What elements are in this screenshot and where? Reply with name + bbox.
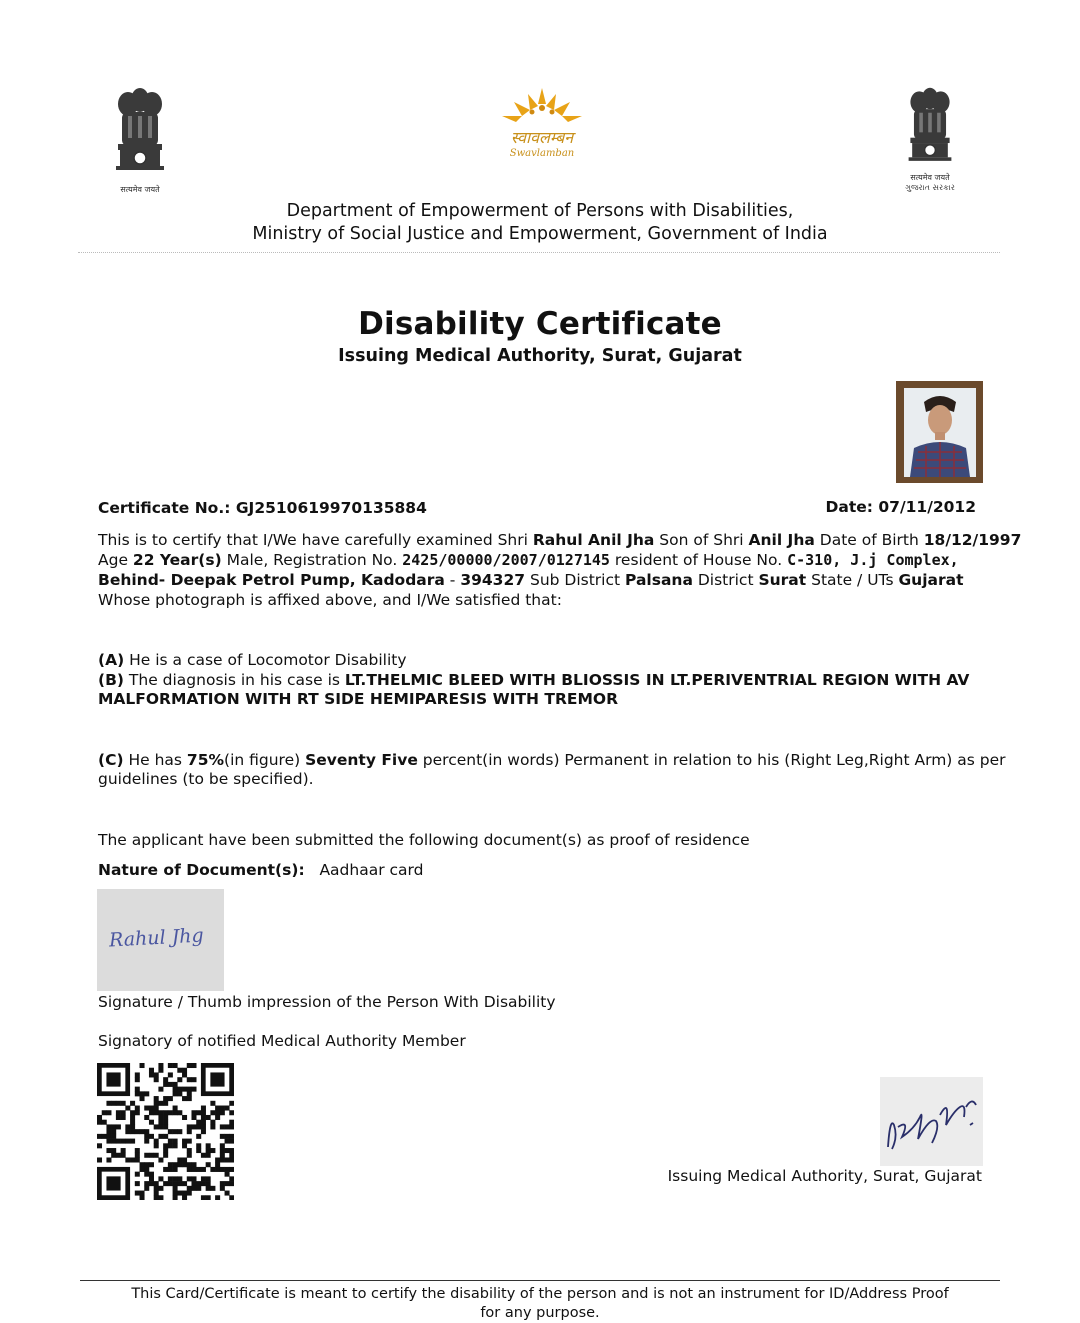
diagnosis-line-2: MALFORMATION WITH RT SIDE HEMIPARESIS WITH TREMOR (98, 690, 619, 708)
footer-disclaimer: This Card/Certificate is meant to certify the disability of the person and is not an instrument for ID/Address Proof for any purpose. (131, 1286, 949, 1321)
swavlamban-logo (492, 86, 592, 168)
registration-number: 2425/00000/2007/0127145 (402, 551, 610, 569)
applicant-photo (896, 381, 983, 483)
section-b-text: The diagnosis in his case is (123, 671, 345, 689)
authority-signature (880, 1077, 983, 1166)
lion-capital-icon (108, 86, 172, 178)
date-label: Date: (825, 498, 873, 516)
signature-caption: Signature / Thumb impression of the Person With Disability (98, 993, 556, 1011)
text: percent(in words) Permanent in relation to his (Right Leg,Right Arm) as per (417, 751, 1006, 769)
section-c-label: (C) (98, 751, 124, 769)
text: Male, Registration No. (221, 551, 403, 569)
section-b-label: (B) (98, 671, 124, 689)
text: Son of Shri (654, 531, 749, 549)
text: Sub District (525, 571, 626, 589)
text: He has (123, 751, 187, 769)
qr-code-icon (97, 1063, 234, 1200)
logo-text-hindi: स्वावलम्बन (510, 128, 574, 147)
diagnosis-line-1: LT.THELMIC BLEED WITH BLIOSSIS IN LT.PERIVENTRIAL REGION WITH AV (344, 671, 970, 689)
signatory-caption: Signatory of notified Medical Authority Member (98, 1032, 466, 1050)
text: Age (98, 551, 133, 569)
section-a-label: (A) (98, 651, 125, 669)
emblem-caption: सत्यमेव जयते (120, 185, 160, 194)
text: (in figure) (224, 751, 306, 769)
authority-caption: Issuing Medical Authority, Surat, Gujarat (667, 1167, 982, 1185)
person-photo-icon (904, 388, 976, 477)
section-c-line-2: guidelines (to be specified). (98, 770, 314, 788)
residence-statement: The applicant have been submitted the following document(s) as proof of residence (98, 831, 750, 849)
department-line-1: Department of Empowerment of Persons with Disabilities, (286, 201, 794, 221)
lion-capital-icon (898, 86, 962, 168)
body-line-1 (98, 530, 1021, 550)
divider (78, 252, 1000, 253)
qr-code (97, 1063, 234, 1200)
page-subtitle: Issuing Medical Authority, Surat, Gujarat (338, 346, 742, 366)
national-emblem-right (898, 86, 962, 196)
emblem-caption: सत्यमेव जयते (910, 173, 950, 182)
emblem-caption-gujarat: ગુજરાત સરકાર (905, 183, 955, 192)
signature-scribble-icon (880, 1077, 983, 1166)
logo-text-english: Swavlamban (509, 148, 575, 159)
certificate-date (826, 498, 976, 516)
department-heading (0, 200, 1080, 246)
footer-divider (80, 1280, 1000, 1281)
district: Surat (758, 571, 807, 589)
house-number: C-310, J.j Complex, (787, 551, 959, 569)
sub-district: Palsana (625, 571, 693, 589)
text: Date of Birth (814, 531, 924, 549)
document-value: Aadhaar card (319, 861, 424, 879)
disability-percent: 75% (186, 751, 225, 769)
page-title: Disability Certificate (358, 306, 722, 342)
text: resident of House No. (609, 551, 788, 569)
age: 22 Year(s) (132, 551, 222, 569)
body-line-2 (98, 550, 959, 570)
section-a (98, 650, 407, 670)
body-line-4: Whose photograph is affixed above, and I/We satisfied that: (98, 591, 562, 609)
text: State / UTs (806, 571, 899, 589)
state: Gujarat (898, 571, 964, 589)
certificate-number (98, 498, 427, 518)
handwritten-signature: Rahul Jhg (108, 924, 205, 952)
document-nature (98, 860, 423, 880)
section-c (98, 750, 1006, 770)
disability-percent-words: Seventy Five (305, 751, 418, 769)
father-name: Anil Jha (748, 531, 815, 549)
section-b (98, 670, 969, 690)
address: Behind- Deepak Petrol Pump, Kadodara (98, 571, 445, 589)
applicant-name: Rahul Anil Jha (532, 531, 655, 549)
section-a-text: He is a case of Locomotor Disability (124, 651, 407, 669)
document-label: Nature of Document(s): (98, 861, 305, 879)
national-emblem-left (108, 86, 172, 194)
department-line-2: Ministry of Social Justice and Empowerment, Government of India (252, 224, 828, 244)
pin-code: 394327 (460, 571, 526, 589)
date-value: 07/11/2012 (878, 498, 976, 516)
text: District (692, 571, 759, 589)
body-line-3 (98, 570, 964, 590)
date-of-birth: 18/12/1997 (923, 531, 1022, 549)
certificate-number-value: GJ2510619970135884 (235, 499, 427, 517)
text: - (444, 571, 461, 589)
certificate-number-label: Certificate No.: (98, 499, 231, 517)
applicant-signature (97, 889, 224, 991)
text: This is to certify that I/We have carefully examined Shri (98, 531, 533, 549)
